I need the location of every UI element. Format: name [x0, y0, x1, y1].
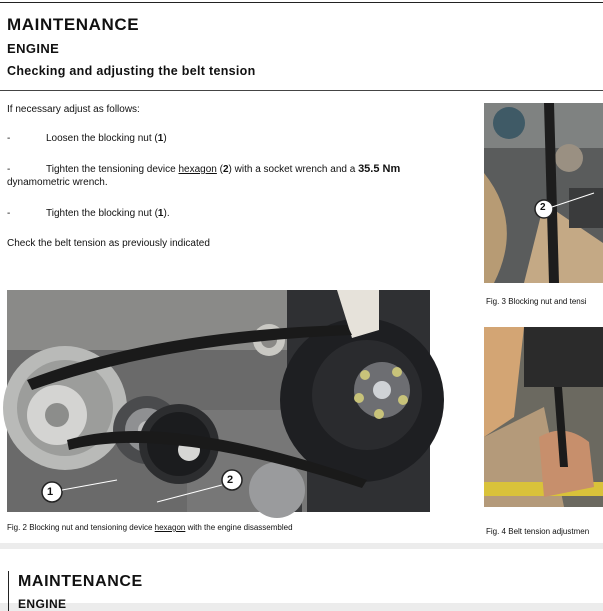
callout-1: 1: [47, 486, 54, 498]
callout-2: 2: [227, 474, 234, 486]
step-3: - Tighten the blocking nut (1).: [7, 208, 170, 219]
page-title: Checking and adjusting the belt tension: [7, 64, 256, 78]
caption-hexagon-link[interactable]: hexagon: [154, 523, 186, 532]
next-section-heading: MAINTENANCE: [18, 573, 143, 590]
torque-value: 35.5 Nm: [358, 163, 401, 175]
header-divider: [0, 90, 603, 91]
figure-3-caption: Fig. 3 Blocking nut and tensi: [486, 297, 587, 306]
next-page-rule: [8, 571, 9, 611]
figure-4-caption: Fig. 4 Belt tension adjustmen: [486, 527, 590, 536]
next-page: [0, 549, 603, 611]
section-heading: MAINTENANCE: [7, 15, 140, 34]
callout-2: 2: [540, 202, 546, 213]
figure-3-photo: [484, 103, 603, 283]
figure-4-photo: [484, 327, 603, 507]
next-subsection-heading: ENGINE: [18, 597, 67, 611]
figure-2-caption: Fig. 2 Blocking nut and tensioning device hexagon with the engine disassembled: [7, 523, 293, 532]
intro-text: If necessary adjust as follows:: [7, 104, 140, 115]
step-1: - Loosen the blocking nut (1): [7, 133, 167, 144]
figure-2-photo: [7, 290, 430, 512]
subsection-heading: ENGINE: [7, 41, 60, 56]
hexagon-link[interactable]: hexagon: [178, 164, 217, 175]
step-2: - Tighten the tensioning device hexagon (2) with a socket wrench and a 35.5 Nm dynamometric wrench.: [7, 163, 401, 188]
header-top-rule: [0, 2, 603, 3]
closing-text: Check the belt tension as previously indicated: [7, 238, 210, 249]
